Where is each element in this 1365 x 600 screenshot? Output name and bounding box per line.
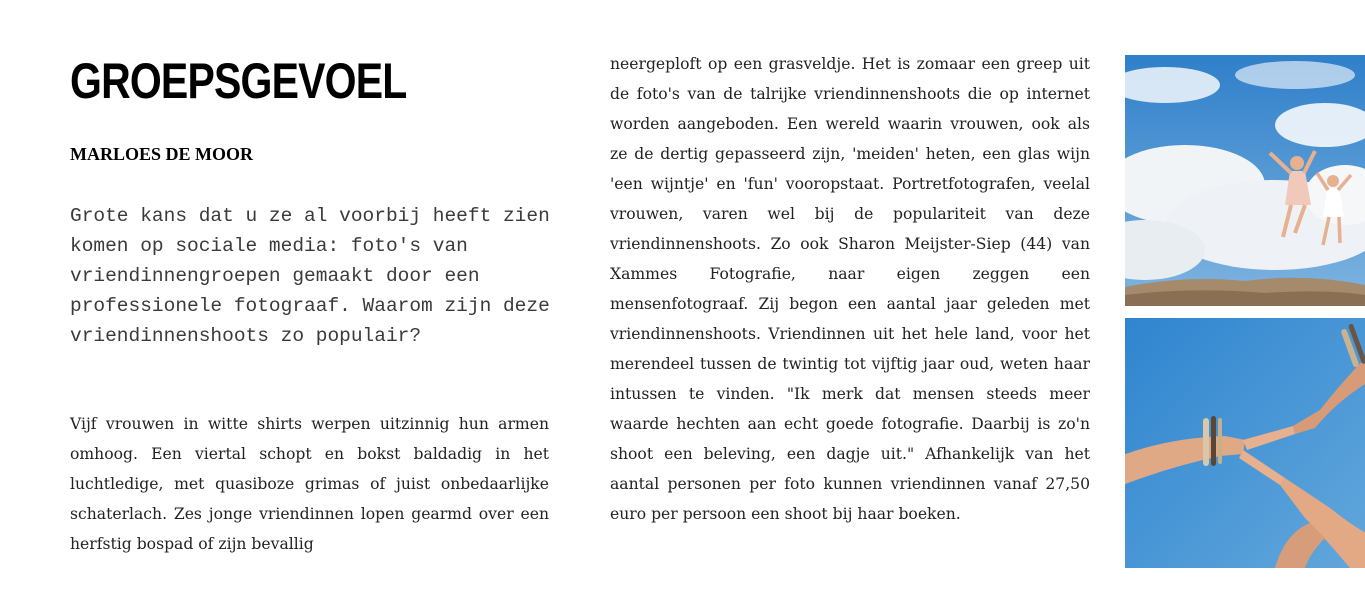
article-intro: Grote kans dat u ze al voorbij heeft zien komen op sociale media: foto's van vriendinnengroepen gemaakt door een professionele fotograaf. Waarom zijn deze vriendinnenshoots zo populair? [70, 205, 550, 347]
photo-jumping-friends [1125, 55, 1365, 306]
peace-hands-image [1125, 318, 1365, 568]
author-name: MARLOES DE MOOR [70, 144, 254, 164]
jumping-friends-image [1125, 55, 1365, 306]
body-column-1: Vijf vrouwen in witte shirts werpen uitzinnig hun armen omhoog. Een viertal schopt en bokst baldadig in het luchtledige, met quasiboze grimas of juist onbedaarlijke schaterlach. Zes jonge vriendinnen lopen gearmd over een herfstig bospad of zijn bevallig [70, 415, 549, 553]
photo-peace-hands [1125, 318, 1365, 568]
body-column-2: neergeploft op een grasveldje. Het is zomaar een greep uit de foto's van de talrijke vriendinnenshoots die op internet worden aangeboden. Een wereld waarin vrouwen, ook als ze de dertig gepasseerd zijn, 'meiden' heten, een glas wijn 'een wijntje' en 'fun' vooropstaat. Portretfotografen, veelal vrouwen, varen wel bij de populariteit van deze vriendinnenshoots. Zo ook Sharon Meijster-Siep (44) van Xammes Fotografie, naar eigen zeggen een mensenfotograaf. Zij begon een aantal jaar geleden met vriendinnenshoots. Vriendinnen uit het hele land, voor het merendeel tussen de twintig tot vijftig jaar oud, weten haar intussen te vinden. "Ik merk dat mensen steeds meer waarde hechten aan echt goede fotografie. Daarbij is zo'n shoot een beleving, een dagje uit." Afhankelijk van het aantal personen per foto kunnen vriendinnen vanaf 27,50 euro per persoon een shoot bij haar boeken. [610, 55, 1090, 523]
article-title: GROEPSGEVOEL [70, 53, 407, 109]
